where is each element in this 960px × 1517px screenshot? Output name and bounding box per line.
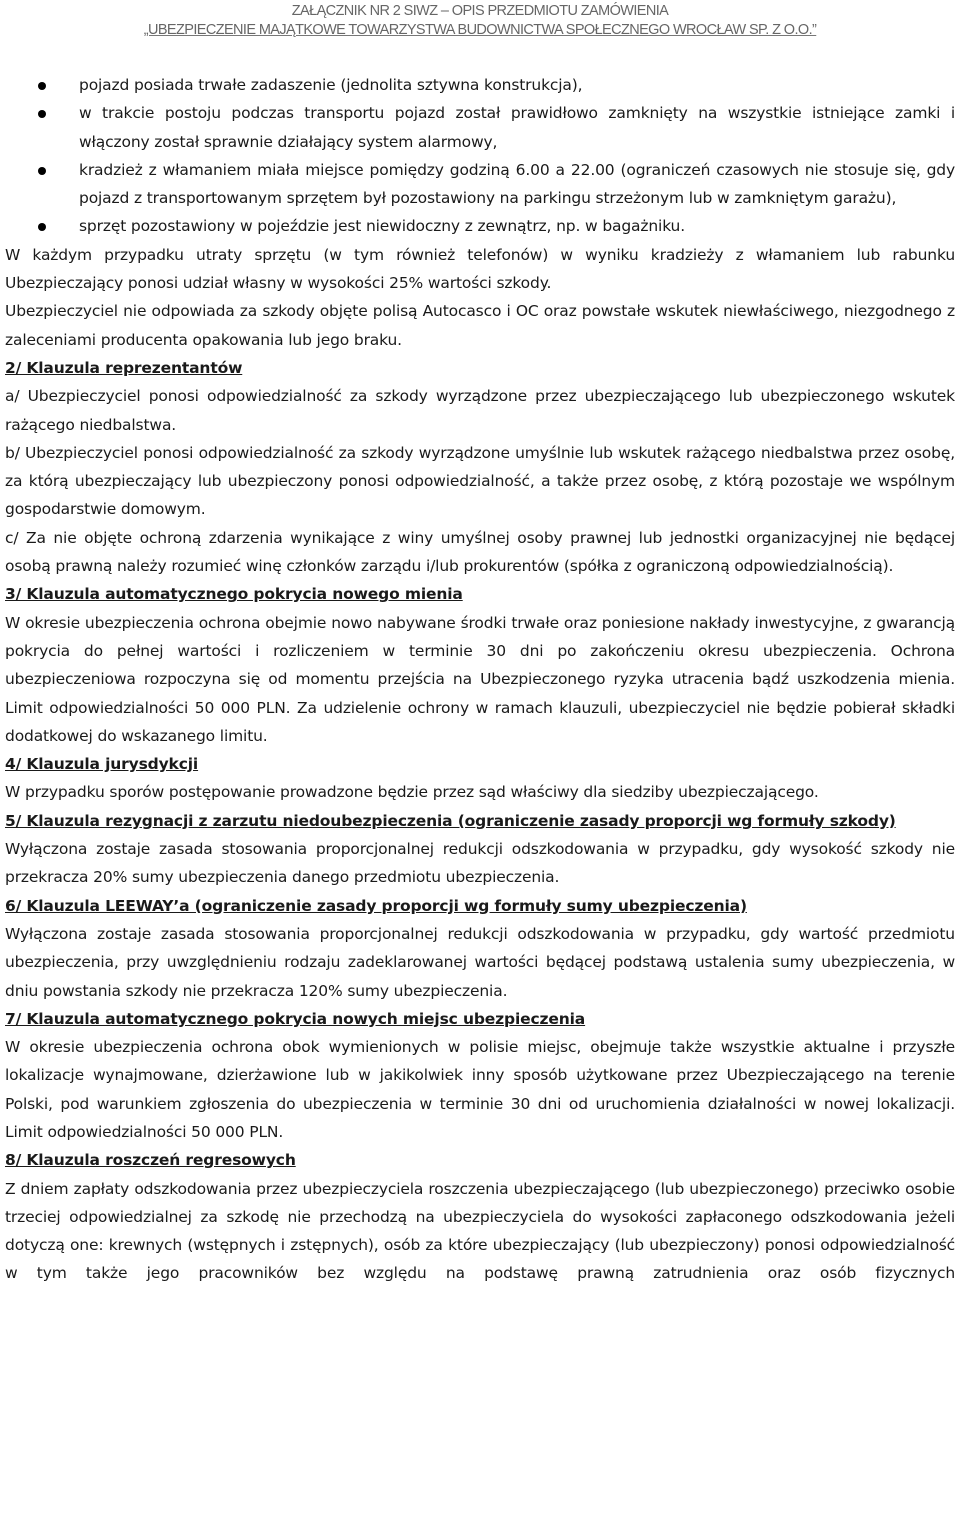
section-heading-3: 3/ Klauzula automatycznego pokrycia nowego mienia — [5, 585, 463, 604]
paragraph-2b: b/ Ubezpieczyciel ponosi odpowiedzialność za szkody wyrządzone umyślnie lub wskutek rażącego niedbalstwa przez osobę, za którą ubezpieczający lub ubezpieczony ponosi odpowiedzialność, a także przez osobę, z którą pozostaje we wspólnym gospodarstwie domowym. — [5, 443, 955, 519]
bullet-icon — [38, 110, 46, 118]
paragraph-2a: a/ Ubezpieczyciel ponosi odpowiedzialność za szkody wyrządzone przez ubezpieczającego lub ubezpieczonego wskutek rażącego niedbalstwa. — [5, 387, 955, 434]
list-item: sprzęt pozostawiony w pojeździe jest niewidoczny z zewnątrz, np. w bagażniku. — [5, 212, 955, 240]
section-heading-8: 8/ Klauzula roszczeń regresowych — [5, 1151, 296, 1170]
paragraph-7: W okresie ubezpieczenia ochrona obok wymienionych w polisie miejsc, obejmuje także wszystkie aktualne i przyszłe lokalizacje wynajmowane, dzierżawione lub w jakikolwiek inny sposób użytkowane przez Ubezpieczającego na terenie Polski, pod warunkiem zgłoszenia do ubezpieczenia w terminie 30 dni od uruchomienia działalności w nowej lokalizacji. Limit odpowiedzialności 50 000 PLN. — [5, 1038, 955, 1141]
section-heading-6: 6/ Klauzula LEEWAY’a (ograniczenie zasady proporcji wg formuły sumy ubezpieczenia) — [5, 896, 747, 915]
paragraph-6: Wyłączona zostaje zasada stosowania proporcjonalnej redukcji odszkodowania w przypadku, gdy wartość przedmiotu ubezpieczenia, przy uwzględnieniu rodzaju zadeklarowanej wartości będącej podstawą ustalenia sumy ubezpieczenia, w dniu powstania szkody nie przekracza 120% sumy ubezpieczenia. — [5, 924, 955, 1000]
section-heading-2: 2/ Klauzula reprezentantów — [5, 358, 243, 377]
paragraph-intro-1: W każdym przypadku utraty sprzętu (w tym również telefonów) w wyniku kradzieży z włamaniem lub rabunku Ubezpieczający ponosi udział własny w wysokości 25% wartości szkody. — [5, 245, 955, 293]
bullet-icon — [38, 223, 46, 231]
document-body — [5, 71, 955, 1288]
list-item: pojazd posiada trwałe zadaszenie (jednolita sztywna konstrukcja), — [5, 71, 955, 99]
header-line-1: ZAŁĄCZNIK NR 2 SIWZ – OPIS PRZEDMIOTU ZAMÓWIENIA — [291, 3, 669, 19]
section-heading-7: 7/ Klauzula automatycznego pokrycia nowych miejsc ubezpieczenia — [5, 1009, 586, 1028]
section-heading-5: 5/ Klauzula rezygnacji z zarzutu niedoubezpieczenia (ograniczenie zasady proporcji wg formuły szkody) — [5, 811, 896, 830]
bullet-icon — [38, 167, 46, 175]
paragraph-3: W okresie ubezpieczenia ochrona obejmie nowo nabywane środki trwałe oraz poniesione nakłady inwestycyjne, z gwarancją pokrycia do pełnej wartości i rozliczeniem w terminie 30 dni po zakończeniu okresu ubezpieczenia. Ochrona ubezpieczeniowa rozpoczyna się od momentu przejścia na Ubezpieczonego ryzyka utracenia bądź uszkodzenia mienia. Limit odpowiedzialności 50 000 PLN. Za udzielenie ochrony w ramach klauzuli, ubezpieczyciel nie będzie pobierał składki dodatkowej do wskazanego limitu. — [5, 613, 955, 745]
paragraph-8: Z dniem zapłaty odszkodowania przez ubezpieczyciela roszczenia ubezpieczającego (lub ubezpieczonego) przeciwko osobie trzeciej odpowiedzialnej za szkodę nie przechodzą na ubezpieczyciela do wysokości zapłaconego odszkodowania jeżeli dotyczą one: krewnych (wstępnych i zstępnych), osób za które ubezpieczający (lub ubezpieczony) ponosi odpowiedzialność w tym także jego pracowników bez względu na podstawę prawną zatrudnienia oraz osób fizycznych — [5, 1179, 955, 1283]
list-item: w trakcie postoju podczas transportu pojazd został prawidłowo zamknięty na wszystkie istniejące zamki i włączony został sprawnie działający system alarmowy, — [5, 99, 955, 156]
list-item: kradzież z włamaniem miała miejsce pomiędzy godziną 6.00 a 22.00 (ograniczeń czasowych nie stosuje się, gdy pojazd z transportowanym sprzętem był pozostawiony na parkingu strzeżonym lub w zamkniętym garażu), — [5, 156, 955, 213]
paragraph-intro-2: Ubezpieczyciel nie odpowiada za szkody objęte polisą Autocasco i OC oraz powstałe wskutek niewłaściwego, niezgodnego z zaleceniami producenta opakowania lub jego braku. — [5, 302, 955, 349]
paragraph-5: Wyłączona zostaje zasada stosowania proporcjonalnej redukcji odszkodowania w przypadku, gdy wysokość szkody nie przekracza 20% sumy ubezpieczenia danego przedmiotu ubezpieczenia. — [5, 840, 955, 887]
bullet-icon — [38, 82, 46, 90]
section-heading-4: 4/ Klauzula jurysdykcji — [5, 755, 199, 774]
paragraph-2c: c/ Za nie objęte ochroną zdarzenia wynikające z winy umyślnej osoby prawnej lub jednostki organizacyjnej nie będącej osobą prawną należy rozumieć winę członków zarządu i/lub prokurentów (spółka z ograniczoną odpowiedzialnością). — [5, 528, 955, 576]
paragraph-4: W przypadku sporów postępowanie prowadzone będzie przez sąd właściwy dla siedziby ubezpieczającego. — [5, 783, 819, 802]
bullet-list — [5, 71, 955, 241]
header-line-2: „UBEZPIECZENIE MAJĄTKOWE TOWARZYSTWA BUDOWNICTWA SPOŁECZNEGO WROCŁAW SP. Z O.O.” — [143, 22, 817, 38]
